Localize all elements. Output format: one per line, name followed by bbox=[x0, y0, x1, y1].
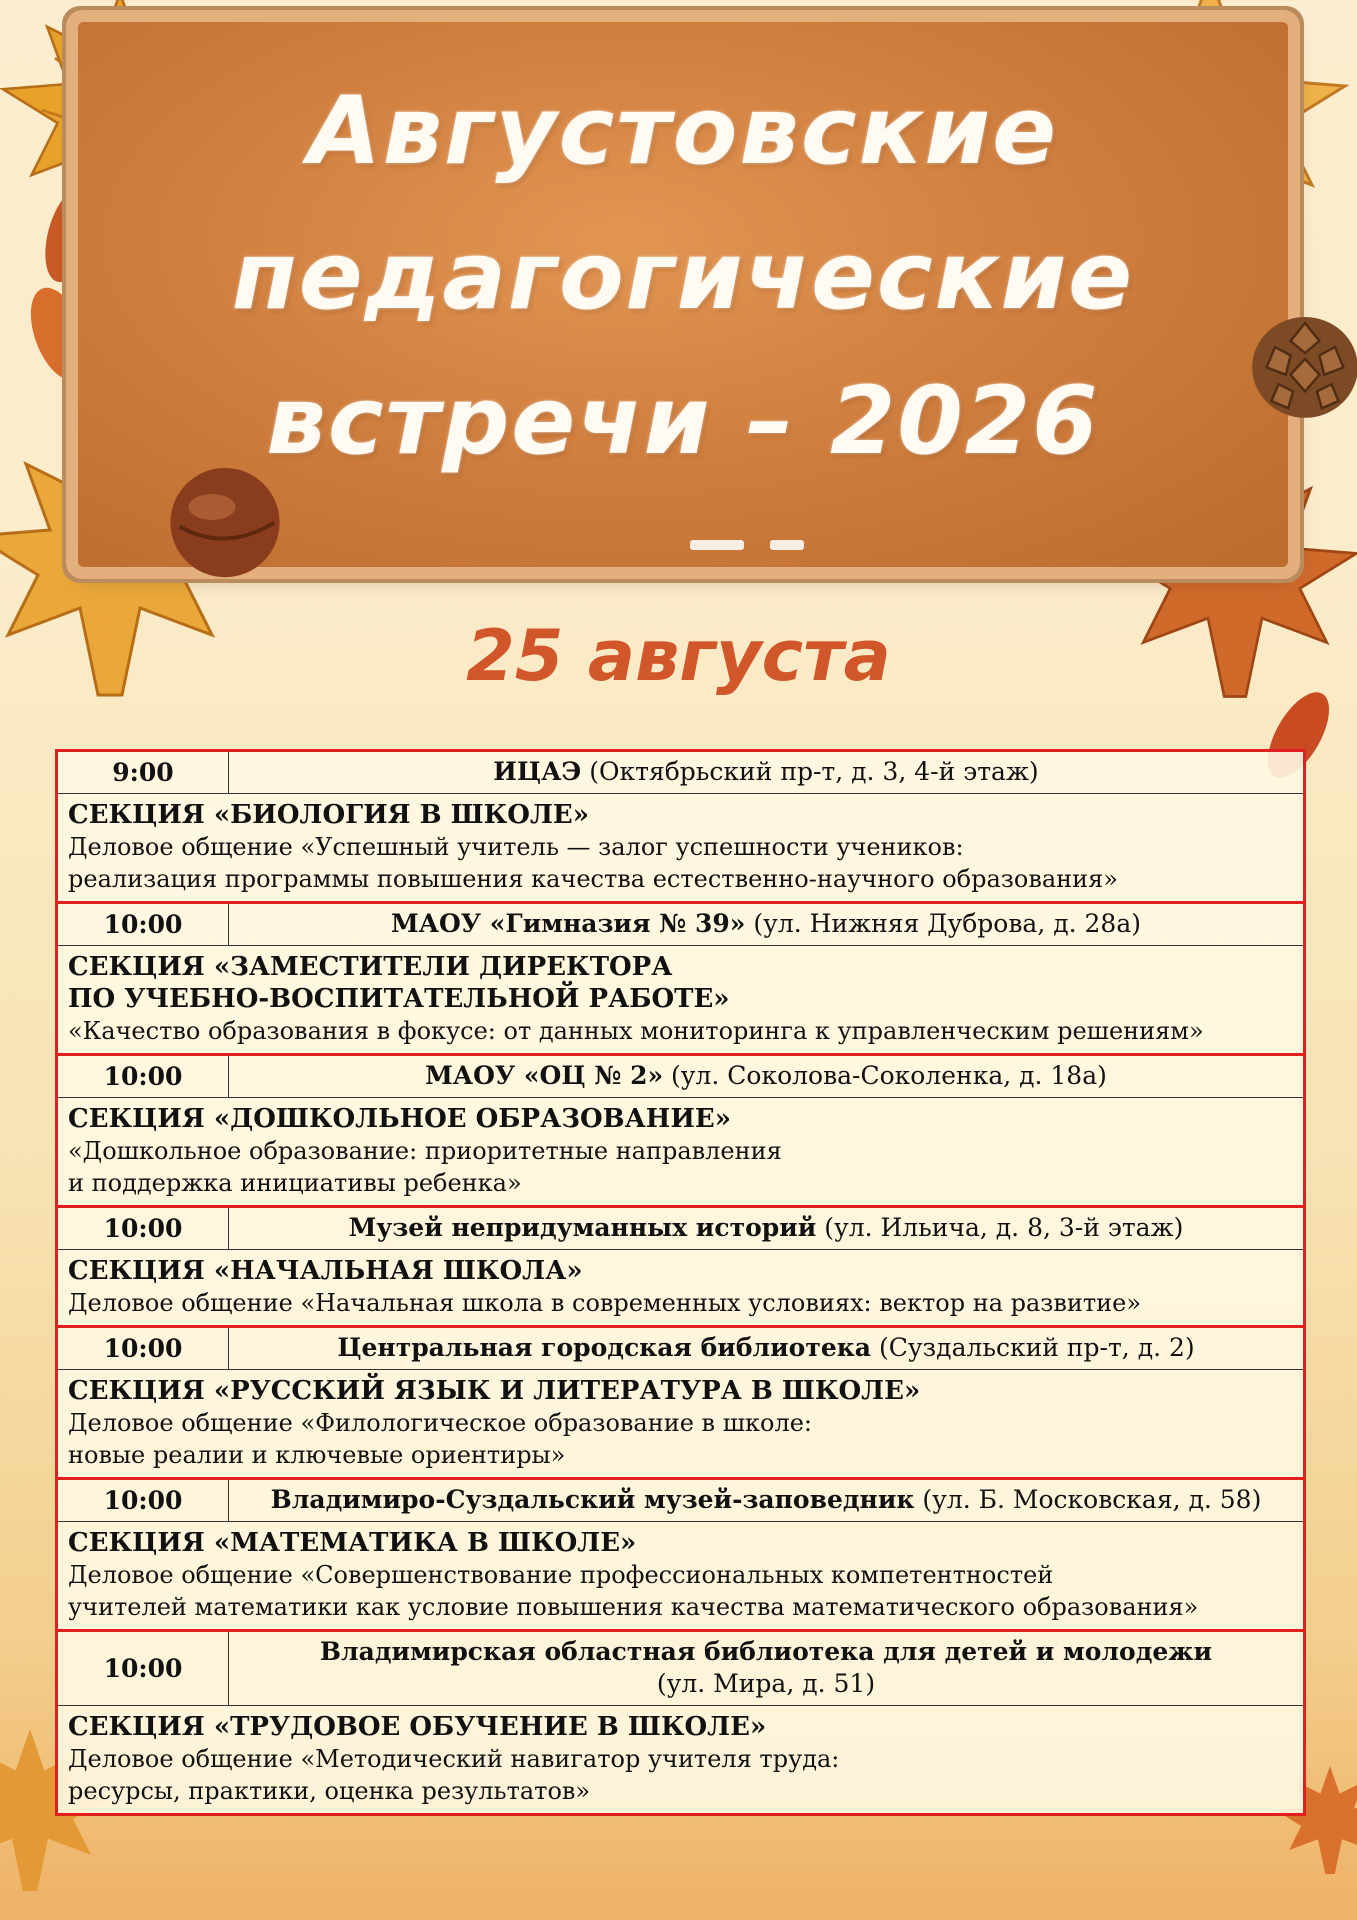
venue bbox=[229, 904, 1303, 945]
venue bbox=[229, 1328, 1303, 1369]
venue bbox=[229, 1632, 1303, 1705]
venue-address: (Суздальский пр-т, д. 2) bbox=[871, 1333, 1195, 1362]
venue bbox=[229, 752, 1303, 793]
session-time: 10:00 bbox=[58, 1632, 229, 1705]
venue-name: Владимиро-Суздальский музей-заповедник bbox=[270, 1485, 915, 1514]
session-time: 9:00 bbox=[58, 752, 229, 793]
schedule-header-row bbox=[58, 752, 1303, 794]
schedule-header-row bbox=[58, 1328, 1303, 1370]
venue-address: (Октябрьский пр-т, д. 3, 4-й этаж) bbox=[581, 757, 1039, 786]
section-description: Деловое общение «Методический навигатор учителя труда: ресурсы, практики, оценка результатов» bbox=[68, 1745, 840, 1805]
schedule-block bbox=[58, 1480, 1303, 1632]
session-time: 10:00 bbox=[58, 1328, 229, 1369]
schedule-header-row bbox=[58, 1480, 1303, 1522]
schedule-header-row bbox=[58, 1632, 1303, 1706]
schedule-block bbox=[58, 1208, 1303, 1328]
schedule-block bbox=[58, 1328, 1303, 1480]
section-title: СЕКЦИЯ «БИОЛОГИЯ В ШКОЛЕ» bbox=[68, 800, 590, 830]
section-description: Деловое общение «Филологическое образование в школе: новые реалии и ключевые ориентиры» bbox=[68, 1409, 812, 1469]
chalk-piece bbox=[770, 540, 804, 550]
section-title: СЕКЦИЯ «РУССКИЙ ЯЗЫК И ЛИТЕРАТУРА В ШКОЛЕ» bbox=[68, 1376, 921, 1406]
venue-name: МАОУ «Гимназия № 39» bbox=[391, 909, 746, 938]
venue-name: Музей непридуманных историй bbox=[348, 1213, 817, 1242]
chalk-piece bbox=[690, 540, 744, 550]
venue-name: Владимирская областная библиотека для детей и молодежи bbox=[319, 1637, 1213, 1666]
schedule-block bbox=[58, 904, 1303, 1056]
section-description: «Качество образования в фокусе: от данных мониторинга к управленческим решениям» bbox=[68, 1017, 1204, 1045]
section-title: СЕКЦИЯ «ЗАМЕСТИТЕЛИ ДИРЕКТОРА ПО УЧЕБНО-ВОСПИТАТЕЛЬНОЙ РАБОТЕ» bbox=[68, 952, 730, 1014]
section-info bbox=[58, 946, 1303, 1053]
venue-name: МАОУ «ОЦ № 2» bbox=[425, 1061, 664, 1090]
venue-address: (ул. Соколова-Соколенка, д. 18а) bbox=[663, 1061, 1107, 1090]
section-info bbox=[58, 1370, 1303, 1477]
chestnut-icon bbox=[160, 455, 290, 585]
section-title: СЕКЦИЯ «НАЧАЛЬНАЯ ШКОЛА» bbox=[68, 1256, 583, 1286]
section-info bbox=[58, 1250, 1303, 1325]
section-title: СЕКЦИЯ «ДОШКОЛЬНОЕ ОБРАЗОВАНИЕ» bbox=[68, 1104, 731, 1134]
session-time: 10:00 bbox=[58, 1480, 229, 1521]
section-title: СЕКЦИЯ «МАТЕМАТИКА В ШКОЛЕ» bbox=[68, 1528, 637, 1558]
session-time: 10:00 bbox=[58, 1208, 229, 1249]
section-description: Деловое общение «Совершенствование профессиональных компетентностей учителей математики как условие повышения качества математического образования» bbox=[68, 1561, 1199, 1621]
schedule-table bbox=[55, 749, 1306, 1816]
section-info bbox=[58, 1522, 1303, 1629]
section-description: «Дошкольное образование: приоритетные направления и поддержка инициативы ребенка» bbox=[68, 1137, 782, 1197]
section-info bbox=[58, 1098, 1303, 1205]
venue bbox=[229, 1056, 1303, 1097]
session-time: 10:00 bbox=[58, 904, 229, 945]
venue-name: ИЦАЭ bbox=[493, 757, 582, 786]
schedule-header-row bbox=[58, 1056, 1303, 1098]
section-info bbox=[58, 794, 1303, 901]
schedule-header-row bbox=[58, 904, 1303, 946]
venue-address: (ул. Ильича, д. 8, 3-й этаж) bbox=[816, 1213, 1184, 1242]
venue-address: (ул. Б. Московская, д. 58) bbox=[914, 1485, 1262, 1514]
section-info bbox=[58, 1706, 1303, 1813]
pine-cone-icon bbox=[1245, 300, 1357, 430]
schedule-block bbox=[58, 1632, 1303, 1813]
venue-address: (ул. Мира, д. 51) bbox=[656, 1669, 876, 1698]
schedule-block bbox=[58, 1056, 1303, 1208]
venue bbox=[229, 1480, 1303, 1521]
title-line-3: встречи – 2026 bbox=[266, 367, 1100, 476]
session-time: 10:00 bbox=[58, 1056, 229, 1097]
section-title: СЕКЦИЯ «ТРУДОВОЕ ОБУЧЕНИЕ В ШКОЛЕ» bbox=[68, 1712, 767, 1742]
schedule-header-row bbox=[58, 1208, 1303, 1250]
venue-address: (ул. Нижняя Дуброва, д. 28а) bbox=[745, 909, 1141, 938]
venue bbox=[229, 1208, 1303, 1249]
title-line-1: Августовские bbox=[307, 77, 1059, 186]
title-line-2: педагогические bbox=[231, 222, 1135, 331]
section-description: Деловое общение «Успешный учитель — залог успешности учеников: реализация программы повышения качества естественно-научного образования» bbox=[68, 833, 1118, 893]
section-description: Деловое общение «Начальная школа в современных условиях: вектор на развитие» bbox=[68, 1289, 1142, 1317]
schedule-block bbox=[58, 752, 1303, 904]
event-date: 25 августа bbox=[466, 615, 891, 697]
venue-name: Центральная городская библиотека bbox=[337, 1333, 871, 1362]
